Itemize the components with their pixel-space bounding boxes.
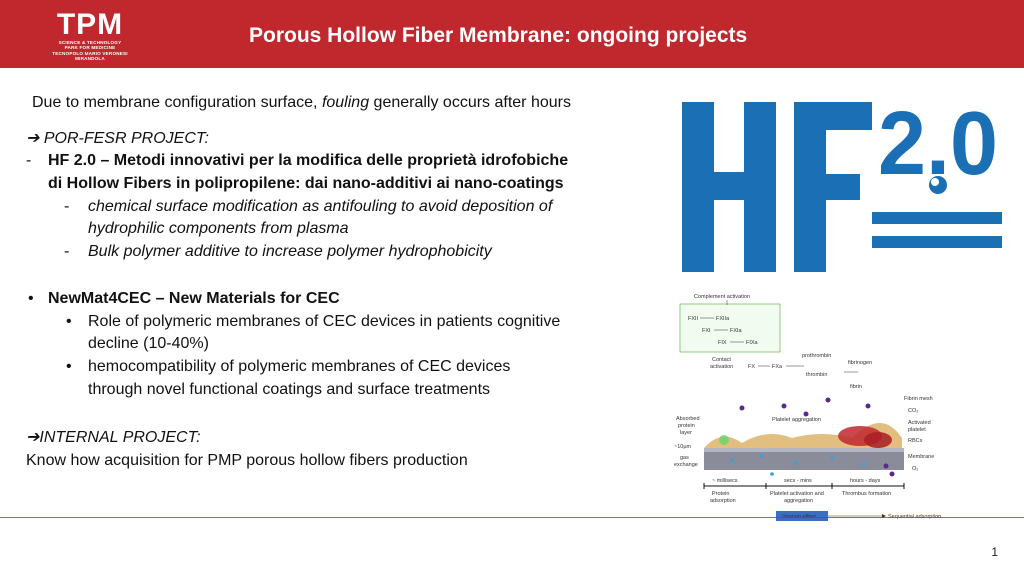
prothrombin-label: prothrombin [802,353,832,359]
time-secs-label: secs - mins [784,478,812,484]
intro-pre: Due to membrane configuration surface, [32,94,322,111]
page-number: 1 [991,545,998,559]
tpm-logo [40,10,140,62]
fxa-label: FXa [772,364,783,370]
protein-label: protein [678,423,695,429]
absorbed-label: Absorbed [676,416,700,422]
logo-mark: TPM [56,8,124,41]
intro-text [32,92,571,113]
newmat-sub1-line1: Role of polymeric membranes of CEC devices in patients cognitive [88,313,561,330]
sub1-line1: chemical surface modification as antifouling to avoid deposition of [88,198,553,215]
exchange-label: exchange [674,462,698,468]
logo-line-4: MIRANDOLA [75,56,105,62]
hf-version-text: 2.0 [878,98,998,194]
fibrinogen-label: fibrinogen [848,360,873,366]
fxiia-label: FXIIa [716,316,730,322]
fix-label: FIX [718,340,727,346]
sub2-text: Bulk polymer additive to increase polymer hydrophobicity [88,243,492,260]
header-bar [0,0,1024,68]
dot-bullet: • [28,290,34,307]
time-ms-label: ~ millisecs [712,478,738,484]
fixa-label: FIXa [746,340,758,346]
intro-emphasis: fouling [321,94,370,111]
dash-bullet: - [64,198,70,215]
platelet-activation-1: Platelet activation and [770,491,824,497]
fxii-label: FXII [688,316,699,322]
contact-label: Contact [712,357,731,363]
newmat-sub1-line2: decline (10-40%) [88,335,209,352]
protein-adsorption-1: Protein [712,491,730,497]
fibrin-label: fibrin [850,384,862,390]
newmat-sub2-line1: hemocompatibility of polymeric membranes of CEC devices [88,358,511,375]
dot-bullet: • [66,358,72,375]
footer-divider [0,517,1024,518]
protein-adsorption-2: adsorption [710,498,736,504]
hf20-title-line1: HF 2.0 – Metodi innovativi per la modifica delle proprietà idrofobiche [48,152,569,169]
thrombin-label: thrombin [806,372,828,378]
hf20-title-line2: di Hollow Fibers in polipropilene: dai nano-additivi ai nano-coatings [48,175,564,192]
logo-line-2: PARK FOR MEDICINE [64,45,116,51]
rbcs-label: RBCs [908,438,923,444]
platelet-aggregation-label: Platelet aggregation [772,417,821,423]
gas-label: gas [680,455,689,461]
platelet-activation-2: aggregation [784,498,814,504]
internal-body: Know how acquisition for PMP porous hollow fibers production [26,452,468,469]
internal-heading: ➔INTERNAL PROJECT: [26,429,201,446]
blood-membrane-diagram [672,288,964,528]
newmat-sub2-line2: through novel functional coatings and surface treatments [88,381,491,398]
logo-line-3: TECNOPOLO MARIO VERONESI [52,50,128,56]
fx-label: FX [748,364,756,370]
dot-bullet: • [66,313,72,330]
thrombus-label: Thrombus formation [842,491,892,497]
membrane-label: Membrane [908,454,935,460]
intro-post: generally occurs after hours [369,94,571,111]
time-hours-label: hours - days [850,478,881,484]
por-fesr-heading: ➔ POR-FESR PROJECT: [26,130,209,147]
um-label: ~10μm [674,444,692,450]
fxi-label: FXI [702,328,711,334]
newmat-title: NewMat4CEC – New Materials for CEC [48,290,340,307]
platelet-label: platelet [908,427,926,433]
co2-label: CO₂ [908,408,919,414]
layer-label: layer [680,430,692,436]
o2-label: O₂ [912,466,919,472]
dash-bullet: - [64,243,70,260]
activation-label: activation [710,364,734,370]
complement-label: Complement activation [694,294,750,300]
hf20-logo [682,98,1002,276]
fxia-label: FXIa [730,328,742,334]
sub1-line2: hydrophilic components from plasma [88,220,349,237]
slide-title: Porous Hollow Fiber Membrane: ongoing projects [249,24,748,47]
fibrin-mesh-label: Fibrin mesh [904,396,933,402]
activated-label: Activated [908,420,931,426]
dash-bullet: - [26,152,32,169]
logo-line-1: SCIENCE & TECHNOLOGY [58,40,122,45]
